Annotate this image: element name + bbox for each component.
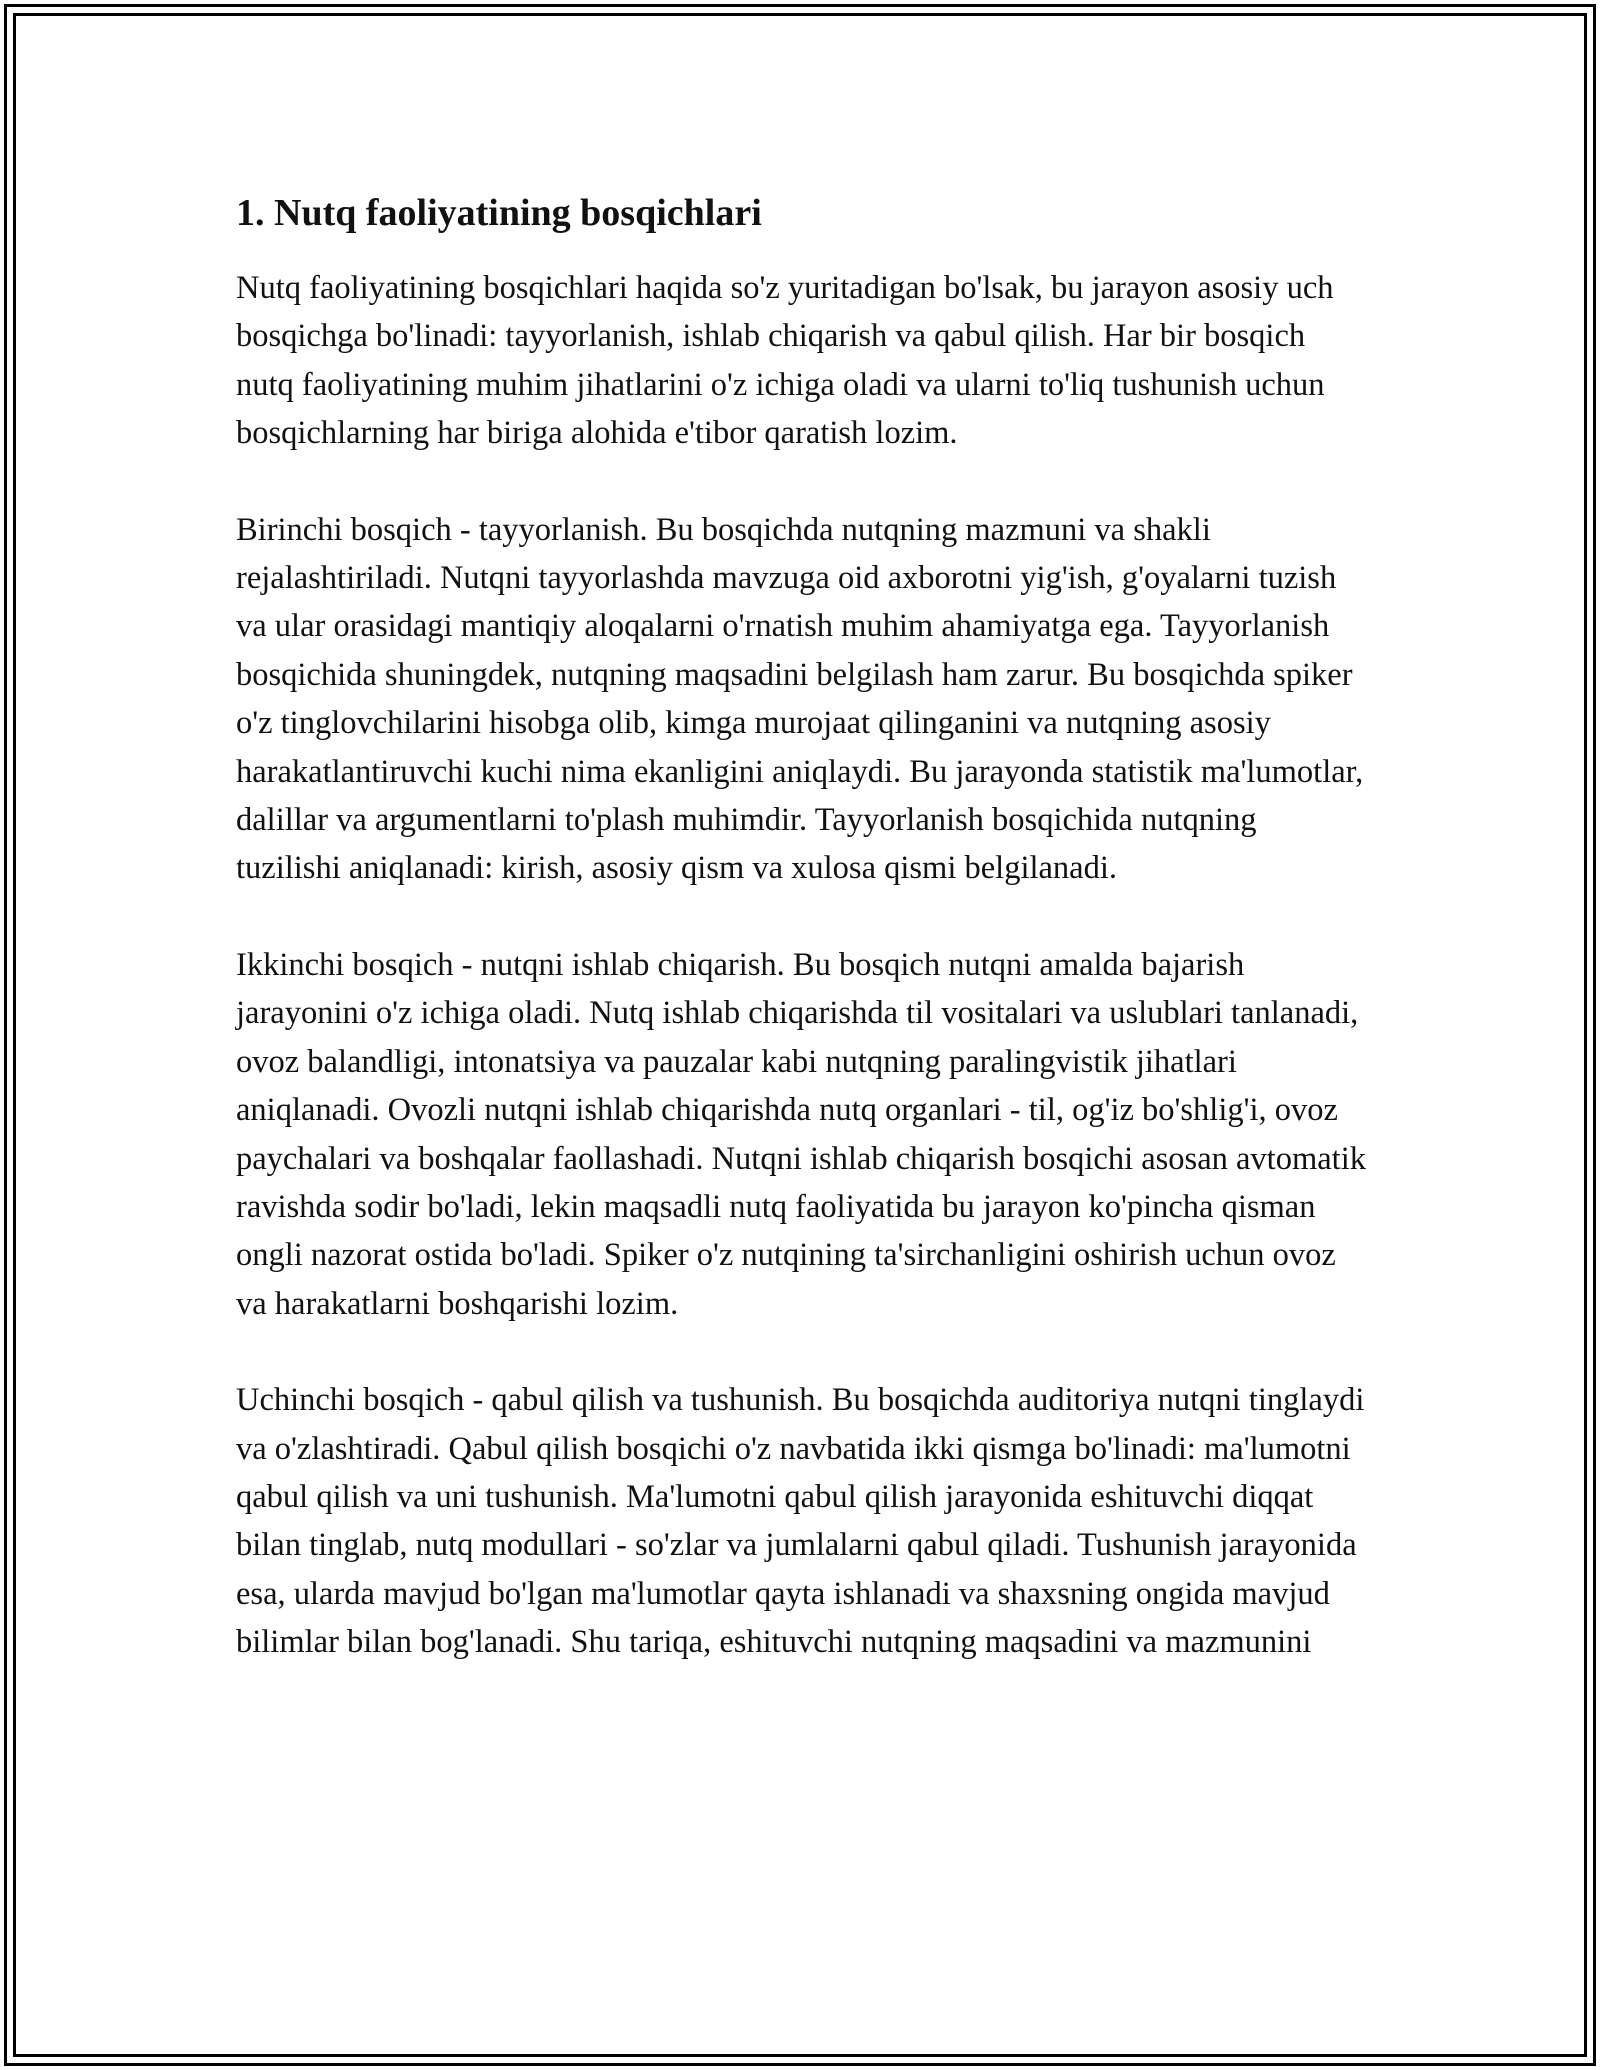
paragraph-intro: Nutq faoliyatining bosqichlari haqida so'z yuritadigan bo'lsak, bu jarayon asosiy uch bosqichga bo'linadi: tayyorlanish, ishlab chiqarish va qabul qilish. Har bir bosqich nutq faoliyatining muhim jihatlarini o'z ichiga oladi va ularni to'liq tushunish uchun bosqichlarning har biriga alohida e'tibor qaratish lozim. <box>236 270 1334 452</box>
paragraph-stage-two: Ikkinchi bosqich - nutqni ishlab chiqarish. Bu bosqich nutqni amalda bajarish jarayonini o'z ichiga oladi. Nutq ishlab chiqarishda til vositalari va uslublari tanlanadi, ovoz balandligi, intonatsiya va pauzalar kabi nutqning paralingvistik jihatlari aniqlanadi. Ovozli nutqni ishlab chiqarishda nutq organlari - til, og'iz bo'shlig'i, ovoz paychalari va boshqalar faollashadi. Nutqni ishlab chiqarish bosqichi asosan avtomatik ravishda sodir bo'ladi, lekin maqsadli nutq faoliyatida bu jarayon ko'pincha qisman ongli nazorat ostida bo'ladi. Spiker o'z nutqining ta'sirchanligini oshirish uchun ovoz va harakatlarni boshqarishi lozim. <box>236 946 1366 1322</box>
paragraph-stage-three: Uchinchi bosqich - qabul qilish va tushunish. Bu bosqichda auditoriya nutqni tinglaydi va o'zlashtiradi. Qabul qilish bosqichi o'z navbatida ikki qismga bo'linadi: ma'lumotni qabul qilish va uni tushunish. Ma'lumotni qabul qilish jarayonida eshituvchi diqqat bilan tinglab, nutq modullari - so'zlar va jumlalarni qabul qiladi. Tushunish jarayonida esa, ularda mavjud bo'lgan ma'lumotlar qayta ishlanadi va shaxsning ongida mavjud bilimlar bilan bog'lanadi. Shu tariqa, eshituvchi nutqning maqsadini va mazmunini <box>236 1382 1365 1661</box>
section-heading: 1. Nutq faoliyatining bosqichlari <box>236 192 762 234</box>
paragraph-stage-one: Birinchi bosqich - tayyorlanish. Bu bosqichda nutqning mazmuni va shakli rejalashtiriladi. Nutqni tayyorlashda mavzuga oid axborotni yig'ish, g'oyalarni tuzish va ular orasidagi mantiqiy aloqalarni o'rnatish muhim ahamiyatga ega. Tayyorlanish bosqichida shuningdek, nutqning maqsadini belgilash ham zarur. Bu bosqichda spiker o'z tinglovchilarini hisobga olib, kimga murojaat qilinganini va nutqning asosiy harakatlantiruvchi kuchi nima ekanligini aniqlaydi. Bu jarayonda statistik ma'lumotlar, dalillar va argumentlarni to'plash muhimdir. Tayyorlanish bosqichida nutqning tuzilishi aniqlanadi: kirish, asosiy qism va xulosa qismi belgilanadi. <box>236 511 1364 887</box>
document-body <box>236 186 1366 1667</box>
